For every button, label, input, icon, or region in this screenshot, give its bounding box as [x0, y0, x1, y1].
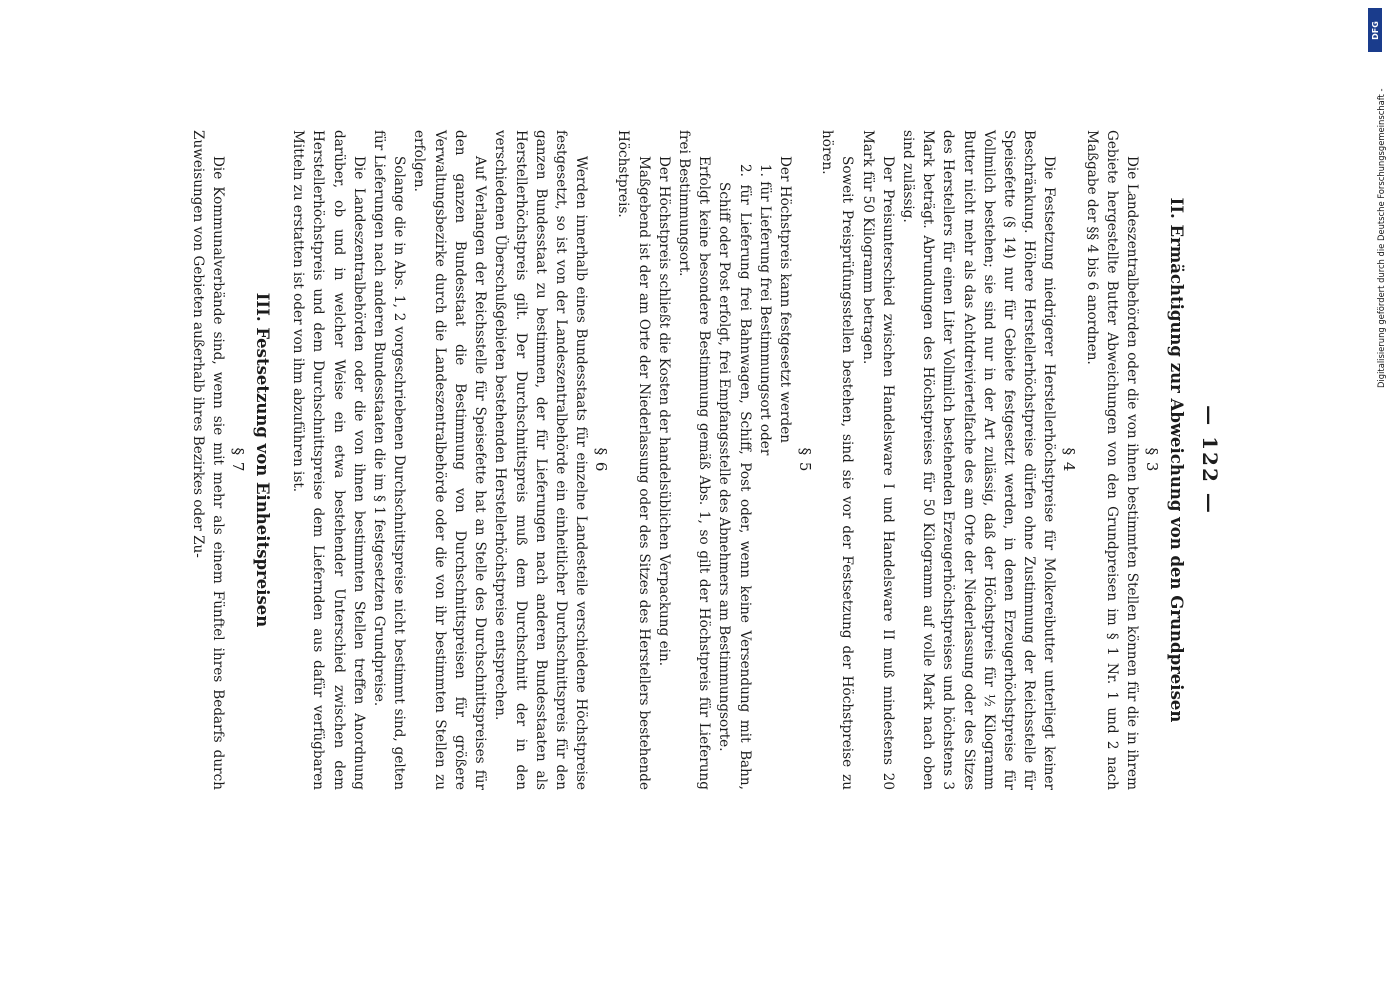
paragraph-7-text: Die Kommunalverbände sind, wenn sie mit mehr als einem Fünftel ihres Bedarfs durch Zuweisungen von Gebieten außerhalb ihres Bezirkes oder Zu-: [189, 130, 227, 790]
page-number: — 122 —: [1198, 405, 1222, 515]
paragraph-6-text-3: Solange die in Abs. 1, 2 vorgeschriebenen Durchschnittspreise nicht bestimmt sind, gelten für Lieferungen nach anderen Bundesstaaten die im § 1 festgesetzten Grundpreise.: [371, 130, 408, 790]
paragraph-4-text-3: Soweit Preisprüfungsstellen bestehen, sind sie vor der Festsetzung der Höchstpreise zu hören.: [819, 130, 856, 790]
paragraph-5-item-1: 1. für Lieferung frei Bestimmungsort oder: [756, 164, 773, 456]
section-heading-iii: III. Festsetzung von Einheitspreisen: [253, 292, 273, 628]
paragraph-4-text-1: Die Festsetzung niedrigerer Herstellerhöchstpreise für Molkereibutter unterliegt keiner Beschränkung. Höhere Herstellerhöchstpreise dürfen ohne Zustimmung der Reichsstelle für Speisefette (§ 14) nur für Gebiete festgesetzt werden, in denen Erzeugerhöchstpreise für Vollmilch bestehen; sie sind nur in der Art zulässig, daß der Höchstpreis für ½ Kilogramm Butter nicht mehr als das Achtdreiviertelfache des am Orte der Niederlassung oder des Sitzes des Herstellers für einen Liter Vollmilch bestehenden Erzeugerhöchstpreises und höchstens 3 Mark beträgt. Abrundungen des Höchstpreises für 50 Kilogramm auf volle Mark nach oben sind zulässig.: [899, 130, 1058, 790]
paragraph-label-6: § 6: [592, 447, 611, 473]
paragraph-3-text: Die Landeszentralbehörden oder die von ihnen bestimmten Stellen können für die in ihrem Gebiete hergestellte Butter Abweichungen von den Grundpreisen im § 1 Nr. 1 und 2 nach Maßgabe der §§ 4 bis 6 anordnen.: [1083, 130, 1140, 790]
paragraph-4-text-2: Der Preisunterschied zwischen Handelsware I und Handelsware II muß mindestens 20 Mark für 50 Kilogramm betragen.: [859, 130, 896, 790]
digitization-credit: Digitalisierung gefördert durch die Deutsche Forschungsgemeinschaft -: [1376, 88, 1386, 388]
paragraph-label-7: § 7: [229, 447, 248, 473]
paragraph-label-5: § 5: [795, 447, 814, 473]
paragraph-5-text-4: Maßgebend ist der am Orte der Niederlassung oder des Sitzes des Herstellers bestehende Höchstpreis.: [615, 130, 652, 790]
paragraph-6-text-4: Die Landeszentralbehörden oder die von ihnen bestimmten Stellen treffen Anordnung darüber, ob und in welcher Weise ein etwa bestehender Unterschied zwischen dem Herstellerhöchstpreis und dem Durchschnittspreise dem Liefernden aus dafür verfügbaren Mitteln zu erstatten ist oder von ihm abzuführen ist.: [290, 130, 367, 790]
section-heading-ii: II. Ermächtigung zur Abweichung von den Grundpreisen: [1167, 197, 1186, 723]
paragraph-5-text-2: Erfolgt keine besondere Bestimmung gemäß Abs. 1, so gilt der Höchstpreis für Lieferung frei Bestimmungsort.: [675, 130, 713, 790]
paragraph-5-text-1: Der Höchstpreis kann festgesetzt werden: [776, 156, 793, 444]
dfg-logo: DFG: [1368, 8, 1382, 52]
paragraph-label-4: § 4: [1060, 447, 1079, 473]
paragraph-label-3: § 3: [1143, 447, 1161, 473]
paragraph-5-text-3: Der Höchstpreis schließt die Kosten der handelsüblichen Verpackung ein.: [655, 156, 672, 667]
paragraph-6-text-2: Auf Verlangen der Reichsstelle für Speisefette hat an Stelle des Durchschnittspreises für den ganzen Bundesstaat die Bestimmung von Durchschnittspreisen für größere Verwaltungsbezirke durch die Landeszentralbehörde oder die von ihr bestimmten Stellen zu erfolgen.: [411, 130, 489, 790]
paragraph-6-text-1: Werden innerhalb eines Bundesstaats für einzelne Landesteile verschiedene Höchstpreise festgesetzt, so ist von der Landeszentralbehörde ein einheitlicher Durchschnittspreis für den ganzen Bundesstaat zu bestimmen, der für Lieferungen nach anderen Bundesstaaten als Herstellerhöchstpreis gilt. Der Durchschnittspreis muß dem Durchschnitt der in den verschiedenen Überschußgebieten bestehenden Herstellerhöchstpreise entsprechen.: [492, 130, 590, 790]
paragraph-5-item-2: 2. für Lieferung frei Bahnwagen, Schiff, Post oder, wenn keine Versendung mit Bahn, Schiff oder Post erfolgt, frei Empfangsstelle des Abnehmers am Bestimmungsorte.: [716, 164, 753, 790]
rotated-page: [152, 130, 1232, 790]
